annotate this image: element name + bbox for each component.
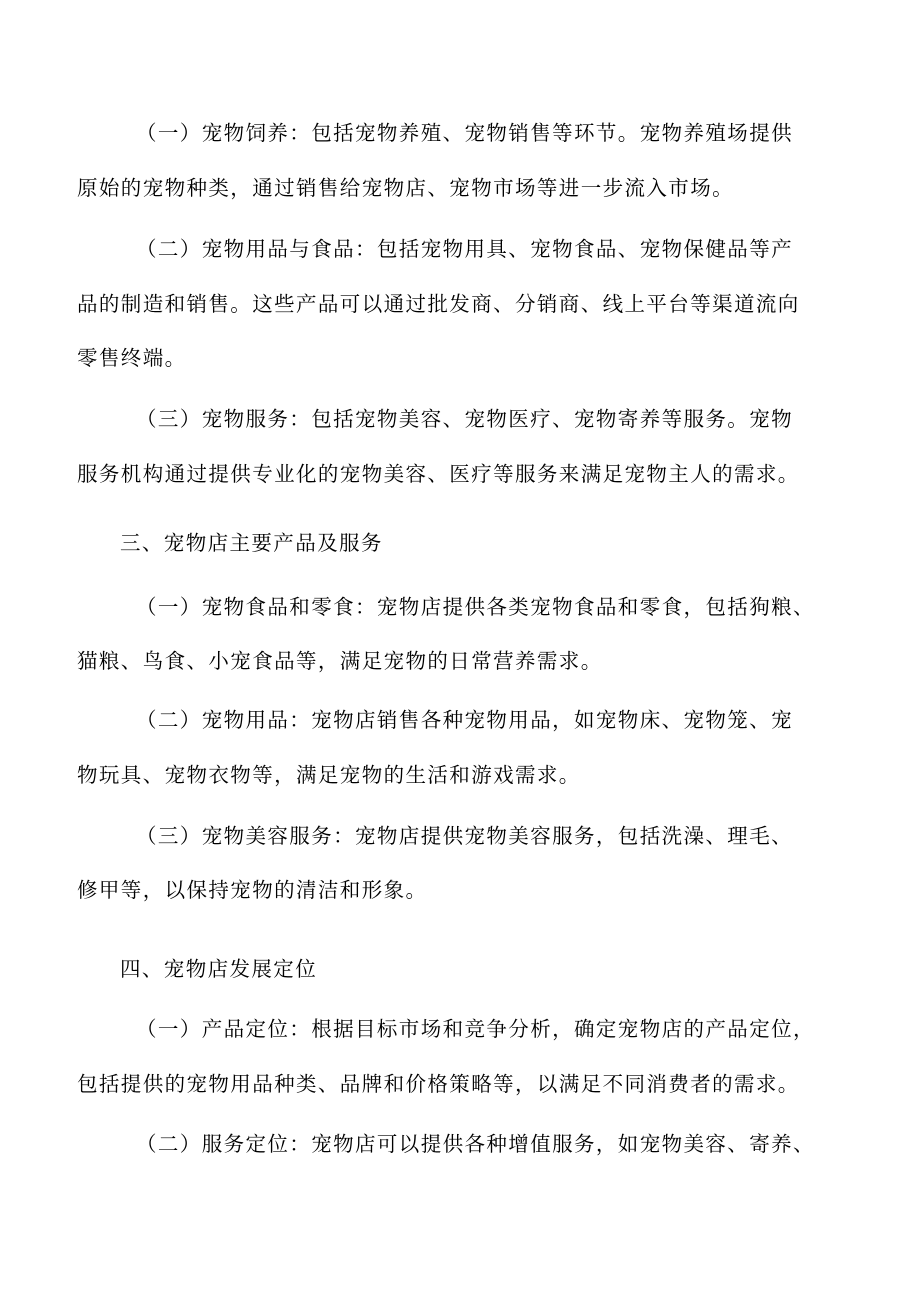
paragraph-3-line-1: （三）宠物服务：包括宠物美容、宠物医疗、宠物寄养等服务。宠物 (136, 407, 793, 431)
paragraph-6-line-2: 修甲等，以保持宠物的清洁和形象。 (77, 878, 428, 902)
section-heading-3: 三、宠物店主要产品及服务 (120, 531, 383, 555)
paragraph-7-line-2: 包括提供的宠物用品种类、品牌和价格策略等，以满足不同消费者的需求。 (77, 1072, 800, 1096)
paragraph-1-line-1: （一）宠物饲养：包括宠物养殖、宠物销售等环节。宠物养殖场提供 (136, 121, 793, 145)
paragraph-6-line-1: （三）宠物美容服务：宠物店提供宠物美容服务，包括洗澡、理毛、 (136, 824, 793, 848)
paragraph-4-line-1: （一）宠物食品和零食：宠物店提供各类宠物食品和零食，包括狗粮、 (136, 595, 815, 619)
paragraph-2-line-3: 零售终端。 (77, 346, 187, 370)
paragraph-2-line-1: （二）宠物用品与食品：包括宠物用具、宠物食品、宠物保健品等产 (136, 237, 793, 261)
paragraph-5-line-2: 物玩具、宠物衣物等，满足宠物的生活和游戏需求。 (77, 763, 581, 787)
paragraph-5-line-1: （二）宠物用品：宠物店销售各种宠物用品，如宠物床、宠物笼、宠 (136, 708, 793, 732)
paragraph-8-line-1: （二）服务定位：宠物店可以提供各种增值服务，如宠物美容、寄养、 (136, 1132, 815, 1156)
section-heading-4: 四、宠物店发展定位 (120, 957, 318, 981)
paragraph-1-line-2: 原始的宠物种类，通过销售给宠物店、宠物市场等进一步流入市场。 (77, 176, 734, 200)
paragraph-3-line-2: 服务机构通过提供专业化的宠物美容、医疗等服务来满足宠物主人的需求。 (77, 462, 800, 486)
paragraph-7-line-1: （一）产品定位：根据目标市场和竞争分析，确定宠物店的产品定位， (136, 1017, 815, 1041)
paragraph-4-line-2: 猫粮、鸟食、小宠食品等，满足宠物的日常营养需求。 (77, 649, 603, 673)
paragraph-2-line-2: 品的制造和销售。这些产品可以通过批发商、分销商、线上平台等渠道流向 (77, 292, 800, 316)
